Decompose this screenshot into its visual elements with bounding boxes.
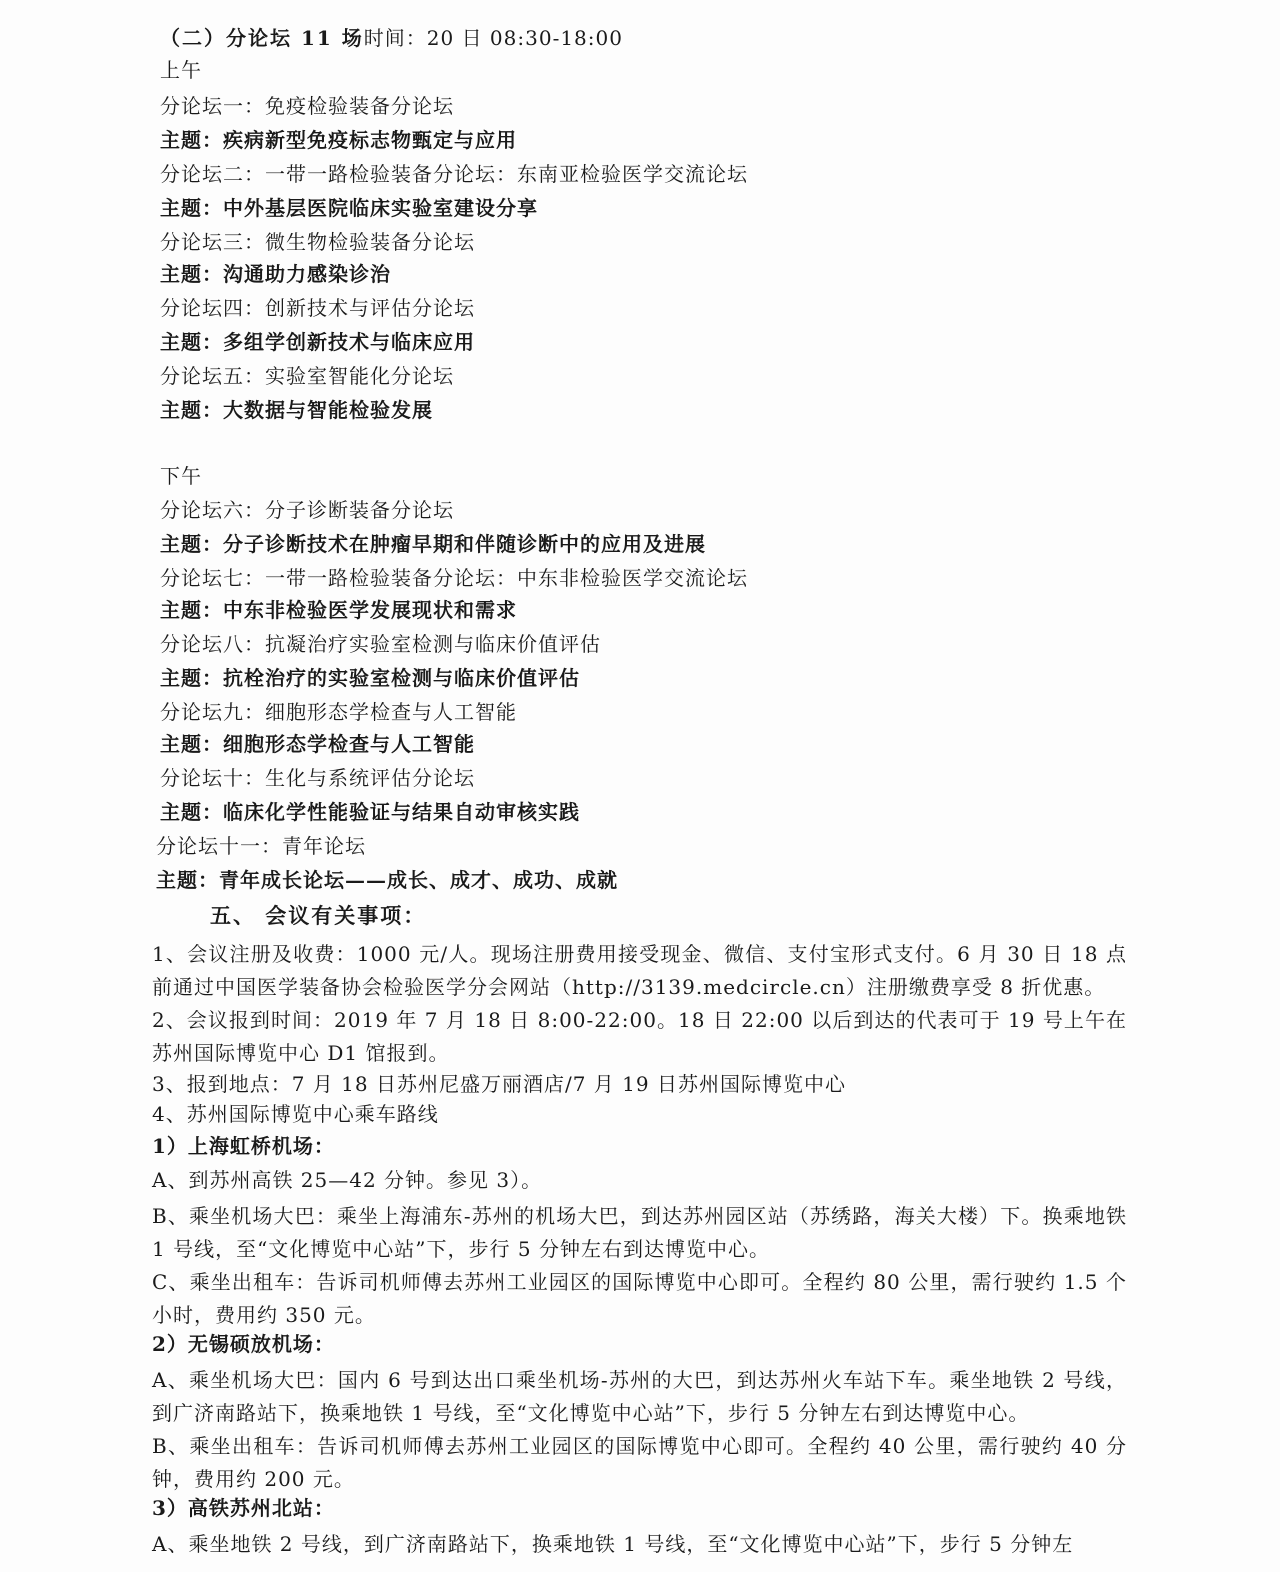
- forum-name: 分论坛九：细胞形态学检查与人工智能: [160, 700, 517, 724]
- notice-item: 3、报到地点：7 月 18 日苏州尼盛万丽酒店/7 月 19 日苏州国际博览中心: [152, 1072, 846, 1096]
- forum-name: 分论坛一：免疫检验装备分论坛: [160, 94, 454, 118]
- route-step: C、乘坐出租车：告诉司机师傅去苏州工业园区的国际博览中心即可。全程约 80 公里，需行驶约 1.5 个小时，费用约 350 元。: [152, 1270, 1127, 1327]
- forum-header-time: 时间：20 日 08:30-18:00: [363, 26, 623, 50]
- forum-name: 分论坛六：分子诊断装备分论坛: [160, 498, 454, 522]
- route-step: B、乘坐出租车：告诉司机师傅去苏州工业园区的国际博览中心即可。全程约 40 公里，需行驶约 40 分钟，费用约 200 元。: [152, 1434, 1127, 1491]
- route-step: B、乘坐机场大巴：乘坐上海浦东-苏州的机场大巴，到达苏州园区站（苏绣路，海关大楼）下。换乘地铁 1 号线，至“文化博览中心站”下，步行 5 分钟左右到达博览中心。: [152, 1204, 1127, 1261]
- forum-theme: 主题：多组学创新技术与临床应用: [160, 330, 475, 354]
- forum-theme: 主题：临床化学性能验证与结果自动审核实践: [160, 800, 580, 824]
- forum-name: 分论坛十：生化与系统评估分论坛: [160, 766, 475, 790]
- notice-item: 1、会议注册及收费：1000 元/人。现场注册费用接受现金、微信、支付宝形式支付。6 月 30 日 18 点前通过中国医学装备协会检验医学分会网站（http://3139.medcircle.cn）注册缴费享受 8 折优惠。: [152, 942, 1127, 999]
- route-heading: 1）上海虹桥机场：: [152, 1134, 335, 1158]
- route-step: A、到苏州高铁 25—42 分钟。参见 3）。: [152, 1168, 543, 1192]
- route-step: A、乘坐机场大巴：国内 6 号到达出口乘坐机场-苏州的大巴，到达苏州火车站下车。乘坐地铁 2 号线，到广济南路站下，换乘地铁 1 号线，至“文化博览中心站”下，步行 5 分钟左右到达博览中心。: [152, 1368, 1127, 1425]
- morning-label: 上午: [160, 58, 202, 82]
- forum-theme: 主题：细胞形态学检查与人工智能: [160, 732, 475, 756]
- section-heading: 五、 会议有关事项：: [210, 903, 427, 928]
- forum-theme: 主题：抗栓治疗的实验室检测与临床价值评估: [160, 666, 580, 690]
- forum-name: 分论坛二：一带一路检验装备分论坛：东南亚检验医学交流论坛: [160, 162, 748, 186]
- forum-theme: 主题：中东非检验医学发展现状和需求: [160, 598, 517, 622]
- forum-theme: 主题：分子诊断技术在肿瘤早期和伴随诊断中的应用及进展: [160, 532, 706, 556]
- route-step: A、乘坐地铁 2 号线，到广济南路站下，换乘地铁 1 号线，至“文化博览中心站”下，步行 5 分钟左: [152, 1532, 1074, 1556]
- forum-theme: 主题：疾病新型免疫标志物甄定与应用: [160, 128, 517, 152]
- forum-name: 分论坛三：微生物检验装备分论坛: [160, 230, 475, 254]
- forum-header: [160, 24, 623, 52]
- forum-name: 分论坛十一：青年论坛: [156, 834, 366, 858]
- afternoon-label: 下午: [160, 464, 202, 488]
- forum-theme: 主题：沟通助力感染诊治: [160, 262, 391, 286]
- forum-theme: 主题：大数据与智能检验发展: [160, 398, 433, 422]
- forum-name: 分论坛五：实验室智能化分论坛: [160, 364, 454, 388]
- forum-theme: 主题：中外基层医院临床实验室建设分享: [160, 196, 538, 220]
- forum-name: 分论坛七：一带一路检验装备分论坛：中东非检验医学交流论坛: [160, 566, 748, 590]
- forum-name: 分论坛四：创新技术与评估分论坛: [160, 296, 475, 320]
- route-heading: 3）高铁苏州北站：: [152, 1496, 335, 1520]
- notice-item: 4、苏州国际博览中心乘车路线: [152, 1102, 439, 1126]
- forum-name: 分论坛八：抗凝治疗实验室检测与临床价值评估: [160, 632, 601, 656]
- forum-theme: 主题：青年成长论坛——成长、成才、成功、成就: [156, 868, 618, 892]
- notice-item: 2、会议报到时间：2019 年 7 月 18 日 8:00-22:00。18 日 22:00 以后到达的代表可于 19 号上午在苏州国际博览中心 D1 馆报到。: [152, 1008, 1127, 1065]
- forum-header-prefix: （二）分论坛 11 场: [160, 26, 364, 50]
- route-heading: 2）无锡硕放机场：: [152, 1332, 335, 1356]
